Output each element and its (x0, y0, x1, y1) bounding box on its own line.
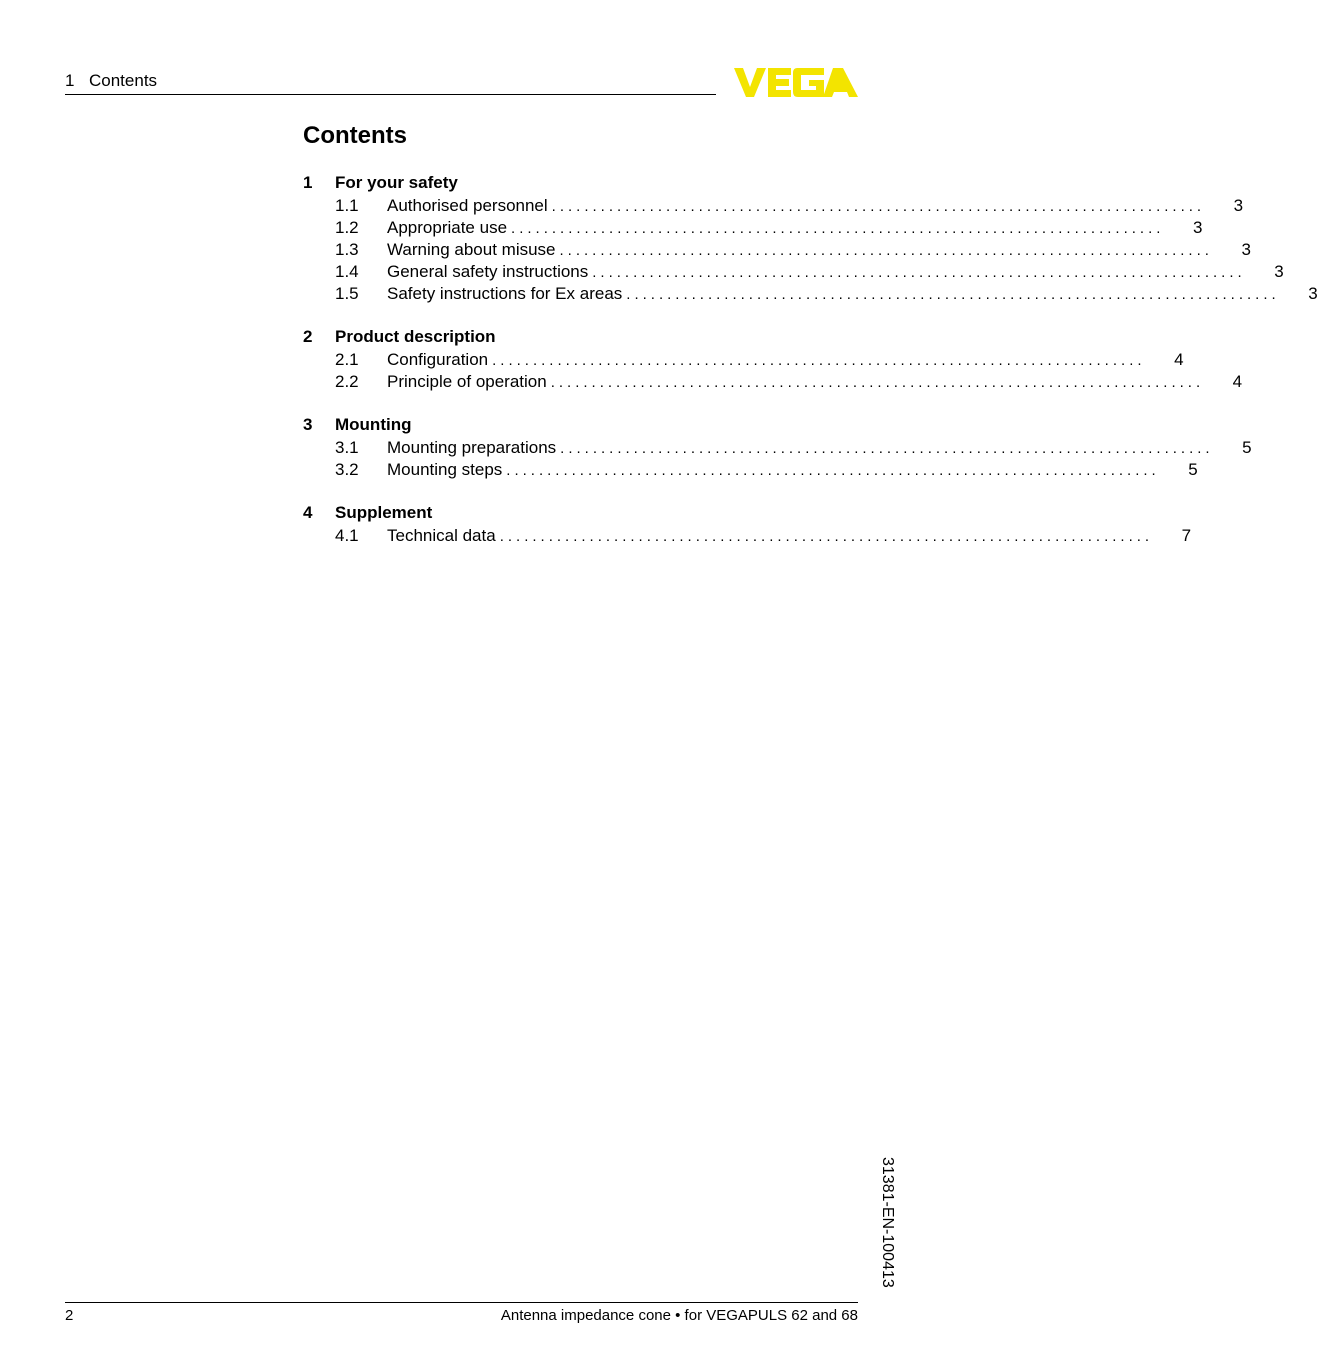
dot-leader: ................................................................................ (511, 220, 1165, 237)
section-title: Product description (335, 327, 496, 346)
footer-page-number: 2 (65, 1307, 74, 1324)
entry-number: 2.1 (335, 350, 359, 369)
header-chapter-number: 1 (65, 71, 75, 90)
entry-page-number: 3 (1308, 284, 1318, 303)
section-title: Supplement (335, 503, 433, 522)
entry-title: Authorised personnel (387, 196, 548, 215)
toc-section-heading[interactable] (303, 500, 858, 525)
toc-entry[interactable] (303, 459, 1198, 481)
entry-number: 1.2 (335, 218, 359, 237)
entry-title: Warning about misuse (387, 240, 556, 259)
entry-page-number: 4 (1232, 372, 1243, 391)
running-header (65, 71, 157, 91)
entry-page-number: 3 (1241, 240, 1251, 259)
dot-leader: ................................................................................ (559, 242, 1213, 259)
toc-entry[interactable] (303, 525, 1192, 547)
footer-document-title: Antenna impedance cone • for VEGAPULS 62 and 68 (500, 1307, 858, 1324)
entry-title: Technical data (387, 526, 496, 545)
entry-title: Mounting preparations (387, 438, 557, 457)
entry-number: 3.2 (335, 460, 359, 479)
entry-page-number: 5 (1188, 460, 1198, 479)
dot-leader: ................................................................................ (560, 440, 1214, 457)
toc-section (303, 324, 1243, 393)
footer-rule (65, 1302, 858, 1303)
section-number: 1 (303, 173, 313, 192)
entry-number: 1.1 (335, 196, 359, 215)
toc-entry[interactable] (303, 437, 1252, 459)
dot-leader: ................................................................................ (499, 528, 1154, 545)
toc-section-heading[interactable] (303, 412, 858, 437)
dot-leader: ................................................................................ (592, 264, 1246, 281)
toc-section-heading[interactable] (303, 324, 858, 349)
toc-entry[interactable] (303, 261, 1284, 283)
entry-number: 1.5 (335, 284, 359, 303)
entry-number: 1.4 (335, 262, 359, 281)
header-rule (65, 94, 716, 95)
dot-leader: ................................................................................ (550, 374, 1205, 391)
toc-entry[interactable] (303, 371, 1243, 393)
table-of-contents (303, 170, 1318, 566)
toc-entry[interactable] (303, 217, 1203, 239)
page-title: Contents (303, 122, 407, 149)
entry-title: Mounting steps (387, 460, 503, 479)
entry-page-number: 5 (1242, 438, 1252, 457)
toc-entry[interactable] (303, 239, 1251, 261)
section-number: 3 (303, 415, 313, 434)
dot-leader: ................................................................................ (506, 462, 1160, 479)
entry-page-number: 3 (1233, 196, 1244, 215)
vega-logo (734, 65, 858, 99)
entry-page-number: 4 (1174, 350, 1184, 369)
toc-entry[interactable] (303, 195, 1244, 217)
section-title: Mounting (335, 415, 412, 434)
toc-section-heading[interactable] (303, 170, 858, 195)
document-id: 31381-EN-100413 (879, 1157, 896, 1288)
entry-page-number: 3 (1274, 262, 1284, 281)
entry-title: Safety instructions for Ex areas (387, 284, 623, 303)
entry-number: 1.3 (335, 240, 359, 259)
dot-leader: ................................................................................ (626, 286, 1280, 303)
entry-title: Principle of operation (387, 372, 547, 391)
dot-leader: ................................................................................ (492, 352, 1146, 369)
toc-entry[interactable] (303, 349, 1184, 371)
toc-section (303, 412, 1252, 481)
entry-number: 2.2 (335, 372, 359, 391)
header-chapter-label: Contents (89, 71, 158, 90)
entry-page-number: 7 (1181, 526, 1192, 545)
toc-section (303, 500, 1192, 547)
toc-section (303, 170, 1318, 305)
toc-entry[interactable] (303, 283, 1318, 305)
section-number: 2 (303, 327, 313, 346)
section-number: 4 (303, 503, 313, 522)
entry-number: 4.1 (335, 526, 359, 545)
entry-title: Appropriate use (387, 218, 508, 237)
entry-title: General safety instructions (387, 262, 589, 281)
section-title: For your safety (335, 173, 458, 192)
entry-number: 3.1 (335, 438, 359, 457)
dot-leader: ................................................................................ (551, 198, 1206, 215)
entry-title: Configuration (387, 350, 489, 369)
entry-page-number: 3 (1192, 218, 1203, 237)
